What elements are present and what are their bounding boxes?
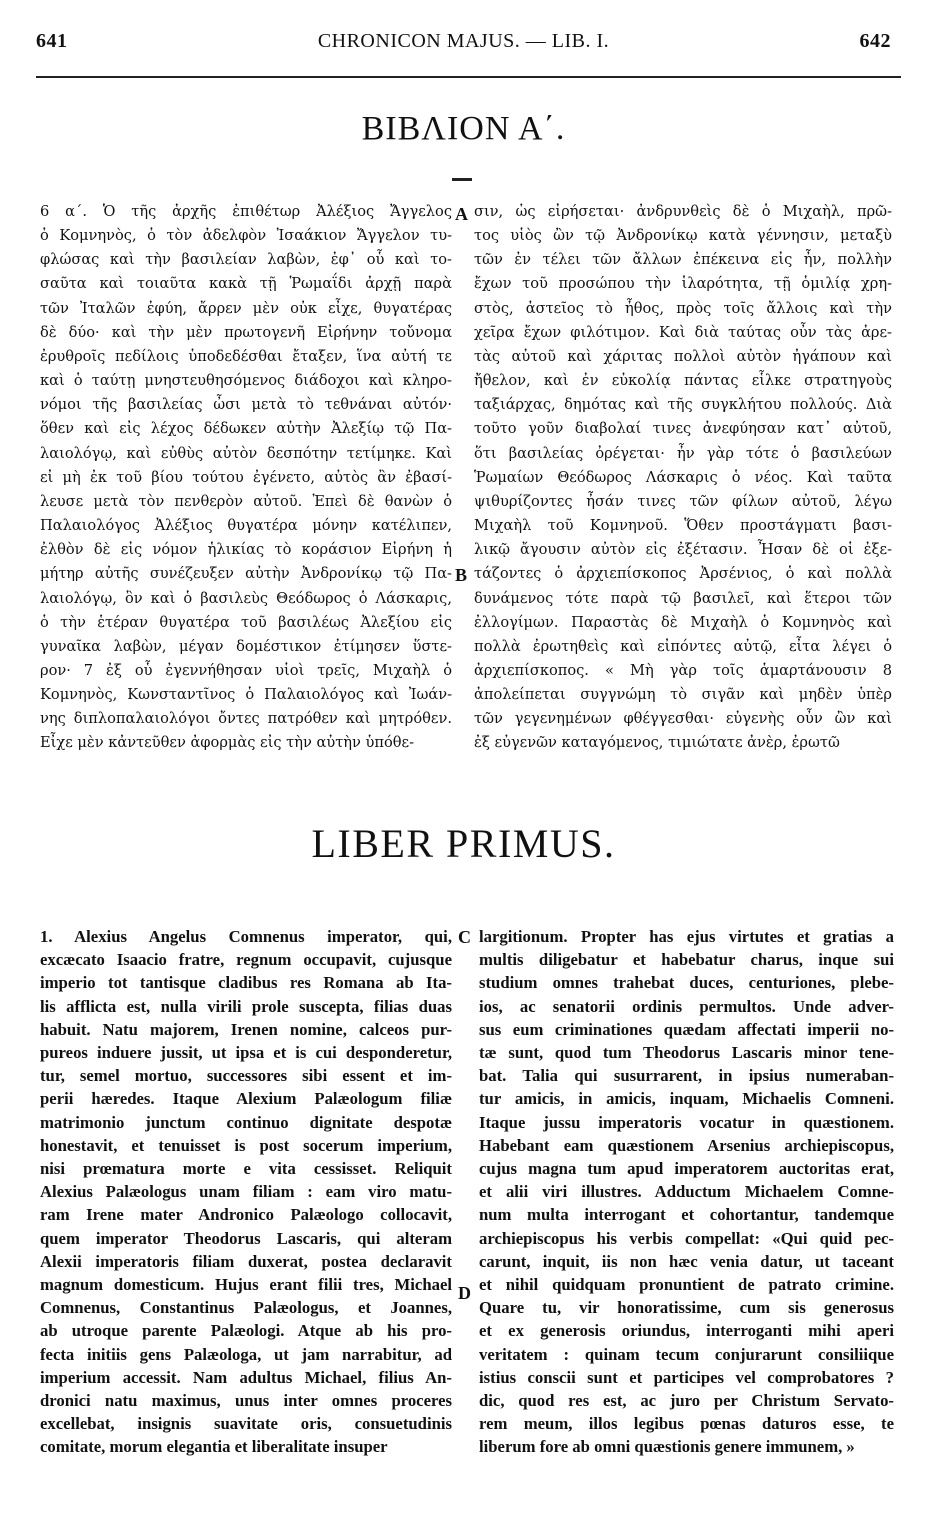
greek-left-line: ὁ τὴν ἑτέραν θυγατέρα τοῦ βασιλέως Ἀλεξίου εἰς — [40, 613, 452, 631]
page-number-left: 641 — [36, 30, 68, 52]
latin-left-line: excellebat, insignis suavitate oris, consuetudinis — [40, 1414, 452, 1434]
margin-marker-b: B — [455, 565, 468, 585]
latin-left-line: Comnenus, Constantinus Palæologus, et Joannes, — [40, 1298, 452, 1318]
greek-right-line: ἤθελον, καὶ ἐν εὐκολίᾳ πάντας εἷλκε στρατηγοὺς — [474, 372, 892, 390]
greek-right-line: ἔχων τοῦ προσώπου τὴν ἱλαρότητα, τῇ ὁμιλίᾳ χρη- — [474, 275, 892, 293]
latin-right-line: cujus magna tum apud imperatorem auctoritas erat, — [479, 1159, 894, 1179]
greek-right-line: τῶν ἐν τέλει τῶν ἄλλων ἐπέκεινα εἰς ἦν, πολλὴν — [474, 251, 892, 269]
greek-right-line: ταξιάρχας, δημότας καὶ τῆς συγκλήτου πολλούς. Διὰ — [474, 396, 892, 414]
greek-left-line: ὅθεν καὶ εἰς λέχος δέδωκεν αὐτὴν Ἀλεξίῳ τῷ Πα- — [40, 420, 452, 438]
latin-right-line: sus eum criminationes quædam affectati imperii no- — [479, 1019, 894, 1039]
greek-right-line: ἐξ εὐγενῶν καταγόμενος, τιμιώτατε ἀνὲρ, ἐρωτῶ — [474, 734, 840, 752]
greek-left-line: Εἶχε μὲν κἀντεῦθεν ἀφορμὰς εἰς τὴν αὐτὴν ὑπόθε- — [40, 734, 415, 752]
latin-right-line: largitionum. Propter has ejus virtutes et gratias a — [479, 927, 894, 946]
latin-left-line: habuit. Natu majorem, Irenen nomine, calceos pur- — [40, 1019, 452, 1039]
greek-left-line: ἐρυθροῖς πεδίλοις ὑποδεδέσθαι ἔταξεν, ἵνα αὐτή τε — [40, 347, 452, 365]
latin-right-line: num multa interrogant et cohortantur, tandemque — [479, 1205, 894, 1225]
greek-column-left — [40, 200, 452, 756]
latin-column-right — [479, 925, 894, 1459]
header-rule — [36, 76, 901, 78]
latin-right-line: istius conscii sunt et participes vel comprobatores ? — [479, 1367, 894, 1387]
margin-marker-c: C — [458, 927, 471, 947]
greek-right-line: χεῖρα ἔχων φιλότιμον. Καὶ διὰ ταύτας οὖν τὰς ἀρε- — [474, 323, 892, 341]
latin-left-line: nisi prœmatura morte e vita cessisset. Reliquit — [40, 1159, 452, 1179]
greek-left-line: λευσε μετὰ τὸν πενθερὸν αὐτοῦ. Ἐπεὶ δὲ θανὼν ὁ — [40, 492, 452, 510]
greek-right-line: ἐλλογίμων. Παραστὰς δὲ Μιχαὴλ ὁ Κομνηνὸς καὶ — [474, 613, 892, 631]
greek-right-line: τῶν γεγενημένων φθέγγεσθαι· εὐγενὴς οὖν ὢν καὶ — [474, 710, 892, 728]
running-header — [36, 30, 891, 60]
greek-column-right — [474, 200, 892, 756]
latin-right-line: bat. Talia qui susurrarent, in ipsius numeraban- — [479, 1066, 894, 1086]
greek-right-line: ὅτι βασιλείας ὀρέγεται· ἦν γὰρ τότε ὁ βασιλεύων — [474, 444, 892, 462]
latin-right-line: Habebant eam quæstionem Arsenius archiepiscopus, — [479, 1135, 894, 1155]
latin-right-line: Quare tu, vir honoratissime, cum sis generosus — [479, 1298, 894, 1318]
greek-left-line: γυναῖκα λαβὼν, μέγαν δομέστικον ἐτίμησεν ὕστε- — [40, 637, 452, 655]
greek-right-line: σιν, ὡς εἰρήσεται· ἀνδρυνθεὶς δὲ ὁ Μιχαὴλ, πρῶ- — [474, 203, 892, 220]
latin-right-line: liberum fore ab omni quæstionis genere immunem, » — [479, 1437, 855, 1457]
greek-left-line: νόμοι τῆς βασιλείας ὦσι μετὰ τὸ τεθνάναι αὐτόν· — [40, 396, 452, 414]
greek-left-line: εἰ μὴ ἐκ τοῦ βίου τούτου ἐγένετο, αὐτὸς ἂν ἐβασί- — [40, 468, 452, 486]
latin-right-line: tur amicis, in amicis, inquam, Michaelis Comneni. — [479, 1089, 894, 1109]
greek-right-line: πολλὰ ἐρωτηθεὶς καὶ εἰπόντες αὐτῷ, εἶτα λέγει ὁ — [474, 637, 892, 655]
greek-left-line: φλώσας καὶ τὴν βασιλείαν λαβὼν, ἐφ᾽ οὗ καὶ το- — [40, 251, 452, 269]
latin-left-line: 1. Alexius Angelus Comnenus imperator, qui, — [40, 927, 452, 946]
greek-right-line: τοῦτο γοῦν διαβολαί τινες ἀνεφύησαν κατ᾽ αὐτοῦ, — [474, 420, 892, 438]
latin-left-line: pureos induere jussit, ut ipsa et is cui desponderetur, — [40, 1043, 452, 1063]
latin-right-line: Itaque jussu imperatoris vocatur in quæstionem. — [479, 1112, 894, 1132]
greek-right-line: ἀπολείπεται συγγνώμη τὸ σιγᾶν καὶ μηδὲν ὑπὲρ — [474, 686, 892, 704]
latin-left-line: lis afflicta est, nulla virili prole suscepta, filias duas — [40, 996, 452, 1016]
latin-left-line: Alexius Palæologus unam filiam : eam viro matu- — [40, 1182, 452, 1202]
latin-right-line: et alii viri illustres. Adductum Michaelem Comne- — [479, 1182, 894, 1202]
latin-right-line: et nihil quidquam pronuntient de patrato crimine. — [479, 1275, 894, 1295]
latin-right-line: et ex generosis oriundus, interroganti mihi aperi — [479, 1321, 894, 1341]
latin-left-line: excæcato Isaacio fratre, regnum occupavit, cujusque — [40, 950, 452, 970]
greek-left-line: σαῦτα καὶ τοιαῦτα κακὰ τῇ Ῥωμαΐδι ἀρχῇ παρὰ — [40, 275, 452, 293]
latin-right-line: multis diligebatur et habebatur charus, inque sui — [479, 950, 894, 970]
greek-right-line: ψιθυρίζοντες ἦσάν τινες τῶν φίλων αὐτοῦ, λέγω — [474, 492, 892, 510]
greek-right-line: λικῷ ἄγουσιν αὐτὸν εἰς ἐξέτασιν. Ἦσαν δὲ οἱ ἐξε- — [474, 541, 892, 559]
latin-left-line: imperio tot tantisque cladibus res Romana ab Ita- — [40, 973, 452, 993]
title-dash — [452, 178, 472, 181]
latin-column-left — [40, 925, 452, 1459]
greek-right-line: τος υἱὸς ὢν τῷ Ἀνδρονίκῳ κατὰ γέννησιν, μεταξὺ — [474, 227, 892, 245]
greek-left-line: μήτηρ αὐτῆς συνέζευξεν αὐτὴν Ἀνδρονίκῳ τῷ Πα- — [40, 565, 452, 583]
latin-left-line: magnum domesticum. Hujus erant filii tres, Michael — [40, 1275, 452, 1295]
latin-left-line: fecta initiis gens Palæologa, ut jam narrabitur, ad — [40, 1344, 452, 1364]
latin-book-title: LIBER PRIMUS. — [311, 821, 616, 866]
latin-left-line: matrimonio junctum continuo dignitate despotæ — [40, 1112, 452, 1132]
greek-right-line: τάζοντες ὁ ἀρχιεπίσκοπος Ἀρσένιος, ὁ καὶ πολλὰ — [474, 565, 892, 583]
latin-right-line: veritatem : quinam tecum conjurarunt consiliique — [479, 1344, 894, 1364]
latin-right-line: dic, quod res est, ac juro per Christum Servato- — [479, 1391, 894, 1411]
margin-marker-a: A — [455, 204, 468, 224]
latin-left-line: comitate, morum elegantia et liberalitate insuper — [40, 1437, 388, 1457]
greek-left-line: τῶν Ἰταλῶν ἐφύη, ἄρρεν μὲν οὐκ εἶχε, θυγατέρας — [40, 299, 452, 317]
greek-left-line: Παλαιολόγος Ἀλέξιος θυγατέρα μόνην κατέλιπεν, — [40, 517, 452, 535]
latin-left-line: tur, semel mortuo, successores sibi essent et im- — [40, 1066, 452, 1086]
latin-left-line: quem imperator Theodorus Lascaris, qui alteram — [40, 1228, 452, 1248]
greek-left-line: ὁ Κομνηνὸς, ὁ τὸν ἀδελφὸν Ἰσαάκιον Ἄγγελον τυ- — [40, 227, 452, 245]
greek-right-line: δυνάμενος τότε παρὰ τῷ βασιλεῖ, καὶ ἕτεροι τῶν — [474, 589, 892, 607]
latin-left-line: Alexii imperatoris filiam duxerat, postea declaravit — [40, 1251, 452, 1271]
page-number-right: 642 — [859, 30, 891, 52]
latin-right-line: ios, ac senatorii ordinis permultos. Unde adver- — [479, 996, 894, 1016]
latin-right-line: archiepiscopus his verbis compellat: «Qui quid pec- — [479, 1228, 894, 1248]
greek-right-line: Μιχαὴλ τοῦ Κομνηνοῦ. Ὅθεν προστάγματι βασι- — [474, 517, 892, 535]
greek-left-line: νης διπλοπαλαιολόγοι ὄντες πατρόθεν καὶ μητρόθεν. — [40, 710, 452, 728]
greek-left-line: δὲ δύο· καὶ τὴν μὲν πρωτογενῆ Εἰρήνην τοὔνομα — [40, 323, 452, 341]
latin-right-line: studium omnes trahebat duces, centuriones, plebe- — [479, 973, 894, 993]
greek-left-line: καὶ ὁ ταύτῃ μνηστευθησόμενος διάδοχοι καὶ κληρο- — [40, 372, 452, 390]
greek-right-line: τὰς αὐτοῦ καὶ χάριτας πολλοὶ αὐτὸν ἠγάπουν καὶ — [474, 347, 892, 365]
latin-right-line: rem meum, illos legibus pœnas daturos esse, te — [479, 1414, 894, 1434]
greek-right-line: στὸς, ἀστεῖος τὸ ἦθος, πρὸς τοῖς ἄλλοις καὶ τὴν — [474, 299, 892, 317]
greek-left-line: Κομνηνὸς, Κωνσταντῖνος ὁ Παλαιολόγος καὶ Ἰωάν- — [40, 686, 452, 704]
margin-marker-d: D — [458, 1283, 471, 1303]
greek-right-line: ἀρχιεπίσκοπος. « Μὴ γὰρ τοῖς ἁμαρτάνουσιν 8 — [474, 661, 892, 679]
greek-right-line: Ῥωμαίων Θεόδωρος Λάσκαρις ὁ νέος. Καὶ ταῦτα — [474, 468, 892, 486]
latin-left-line: imperium accessit. Nam adultus Michael, filius An- — [40, 1367, 452, 1387]
greek-left-line: λαιολόγῳ, καὶ εὐθὺς αὐτὸν δεσπότην τετίμηκε. Καὶ — [40, 444, 452, 462]
running-title: CHRONICON MAJUS. — LIB. I. — [317, 30, 610, 52]
greek-left-line: λαιολόγῳ, ὃν καὶ ὁ βασιλεὺς Θεόδωρος ὁ Λάσκαρις, — [40, 589, 452, 607]
greek-book-title: ΒΙΒΛΙΟΝ Α΄. — [361, 110, 566, 147]
greek-left-line: 6 α΄. Ὁ τῆς ἀρχῆς ἐπιθέτωρ Ἀλέξιος Ἄγγελος — [40, 203, 452, 220]
latin-left-line: honestavit, et tenuisset is post socerum imperium, — [40, 1135, 452, 1155]
latin-left-line: ab utroque parente Palæologi. Atque ab his pro- — [40, 1321, 452, 1341]
latin-right-line: carunt, inquit, iis non hæc venia datur, ut taceant — [479, 1251, 894, 1271]
latin-left-line: perii hæredes. Itaque Alexium Palæologum filiæ — [40, 1089, 452, 1109]
latin-left-line: ram Irene mater Andronico Palæologo collocavit, — [40, 1205, 452, 1225]
latin-right-line: tæ sunt, quod tum Theodorus Lascaris minor tene- — [479, 1043, 894, 1063]
latin-left-line: dronici natu maximus, unus inter omnes proceres — [40, 1391, 452, 1411]
greek-left-line: ρον· 7 ἐξ οὗ ἐγεννήθησαν υἱοὶ τρεῖς, Μιχαὴλ ὁ — [40, 661, 452, 679]
greek-left-line: ἐλθὸν δὲ εἰς νόμον ἡλικίας τὸ κοράσιον Εἰρήνη ἡ — [40, 541, 452, 559]
